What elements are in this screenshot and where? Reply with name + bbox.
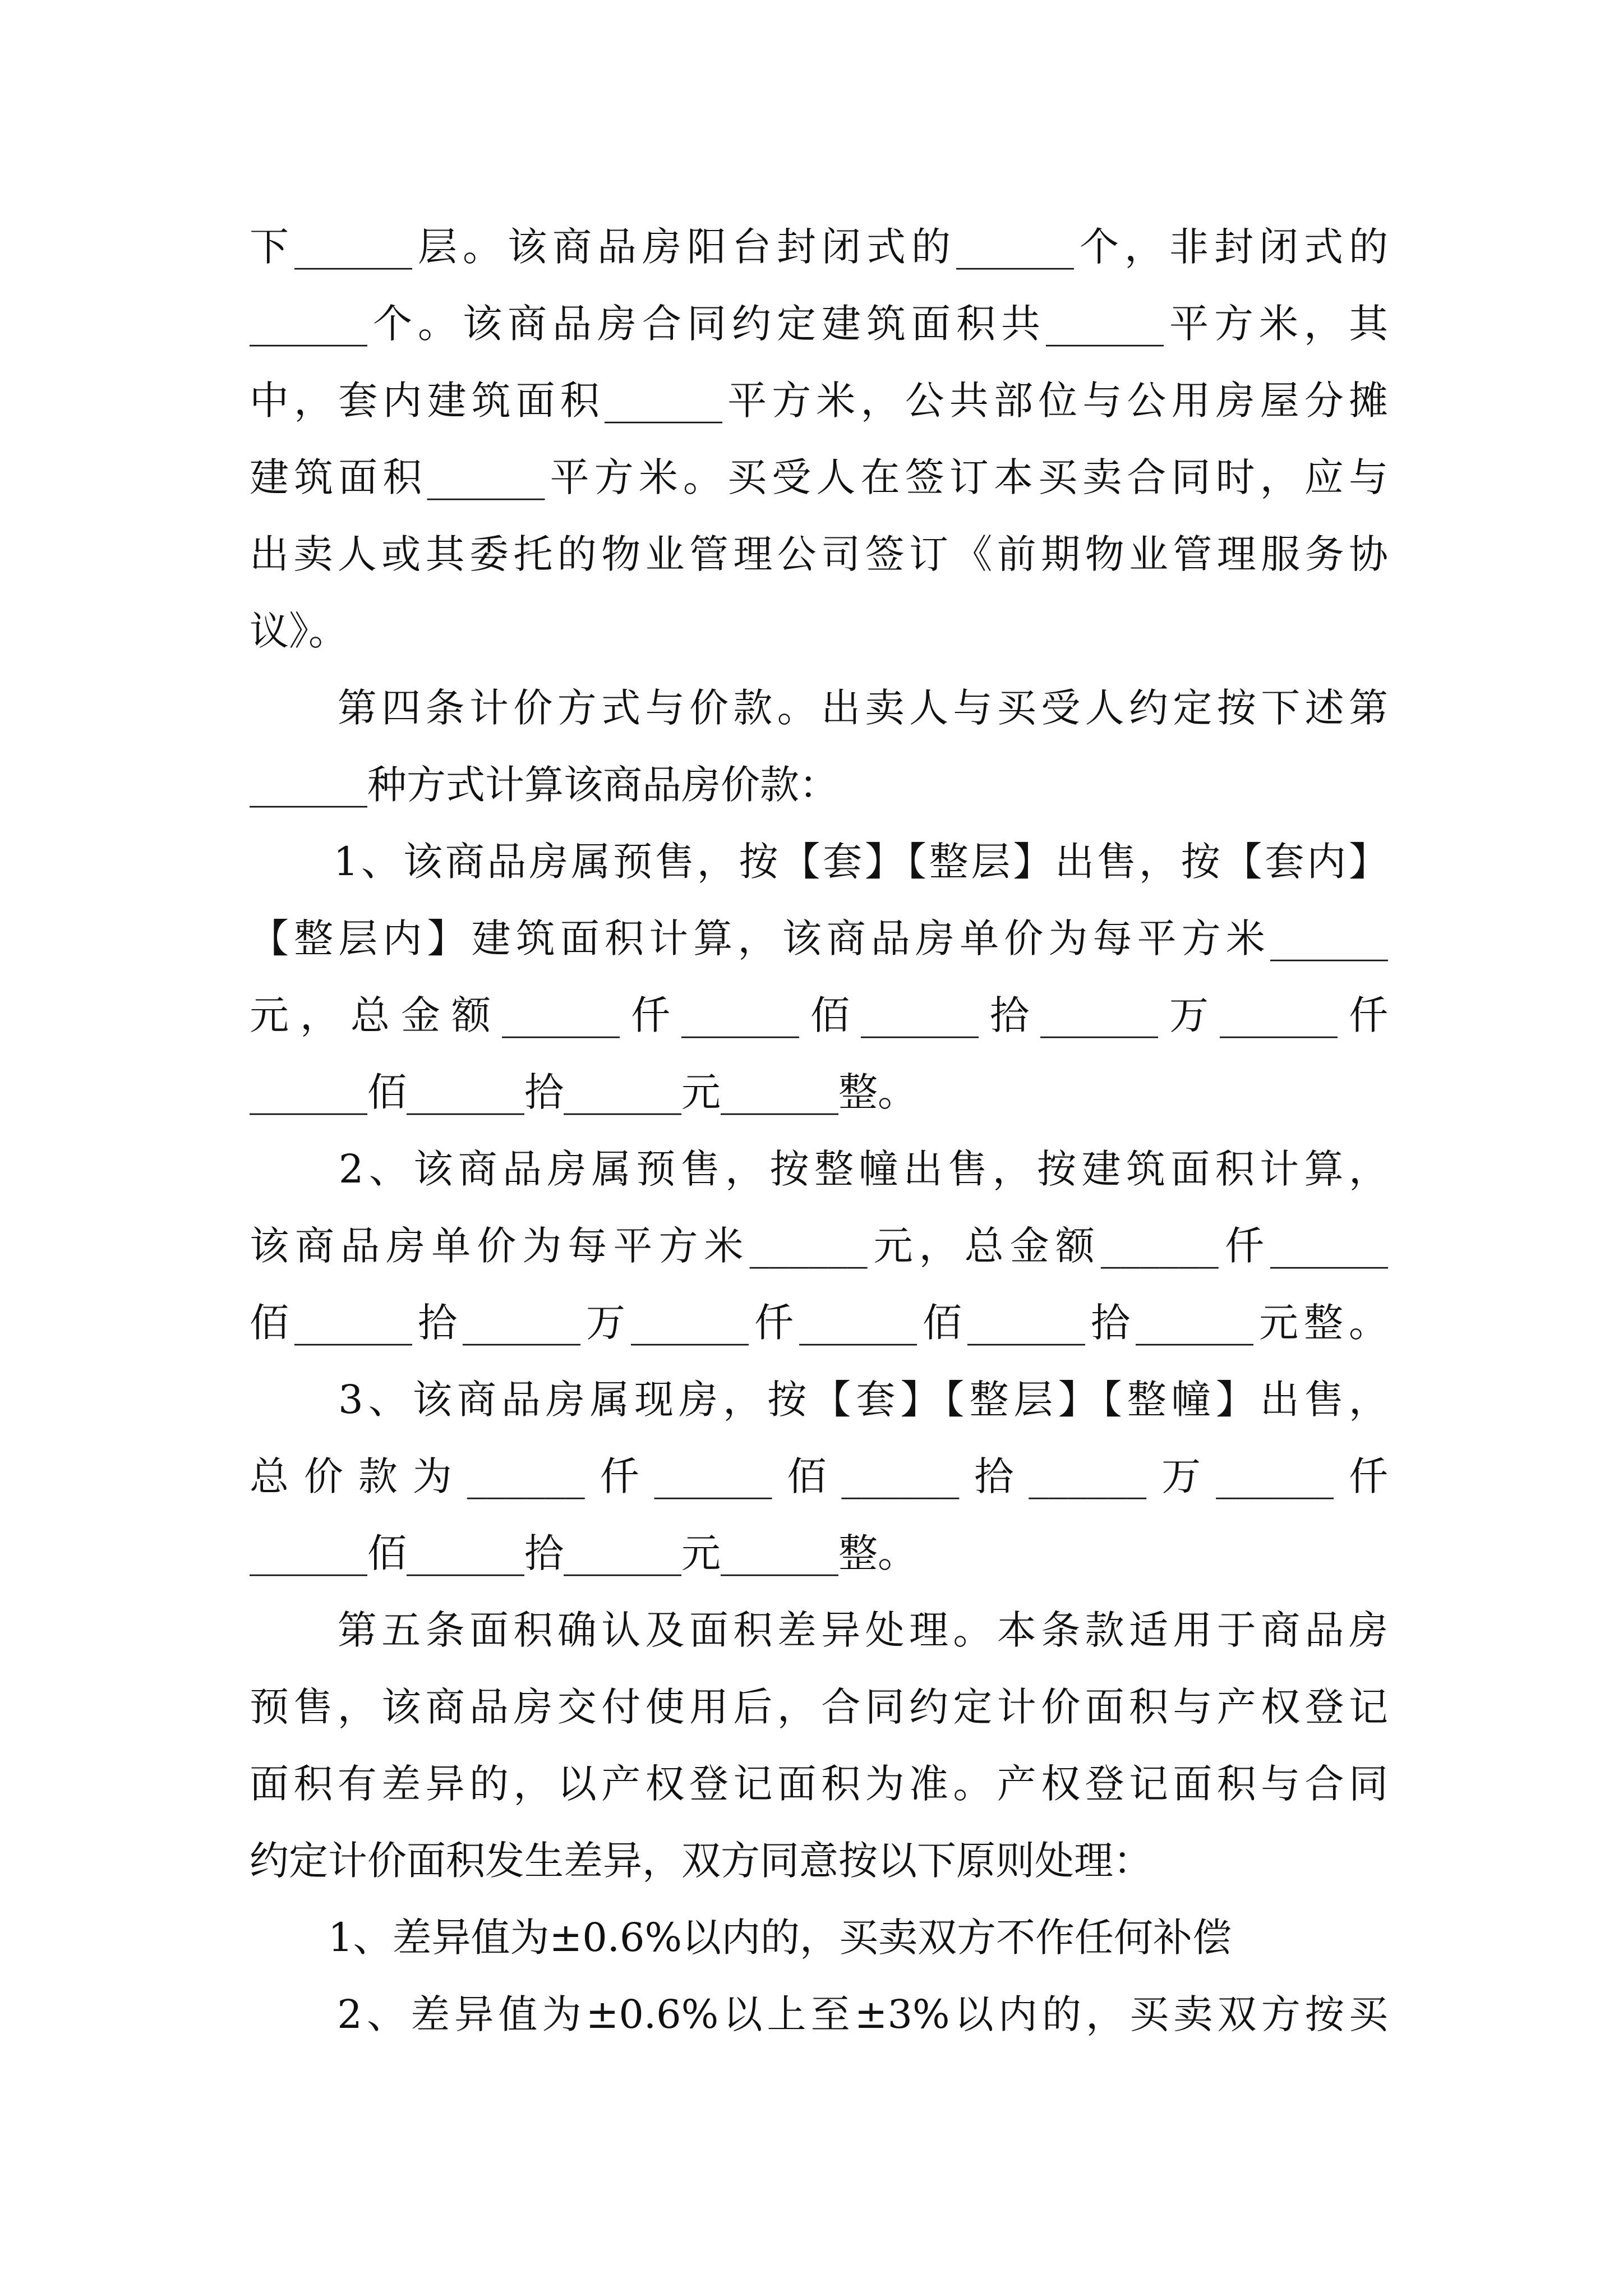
- text-line: 建筑面积______平方米。买受人在签订本买卖合同时，应与: [250, 454, 1388, 500]
- text-line: 佰______拾______万______仟______佰______拾______元整。: [250, 1300, 1388, 1346]
- text-line: 面积有差异的，以产权登记面积为准。产权登记面积与合同: [250, 1761, 1388, 1807]
- text-line: 1、该商品房属预售，按【套】【整层】出售，按【套内】: [250, 839, 1388, 885]
- text-line: 2、该商品房属预售，按整幢出售，按建筑面积计算，: [250, 1146, 1388, 1192]
- text-line: 议》。: [250, 608, 348, 654]
- text-line: ______种方式计算该商品房价款：: [250, 762, 838, 808]
- text-line: 下______层。该商品房阳台封闭式的______个，非封闭式的: [250, 224, 1388, 270]
- text-line: 【整层内】建筑面积计算，该商品房单价为每平方米______: [250, 915, 1388, 961]
- text-line: 预售，该商品房交付使用后，合同约定计价面积与产权登记: [250, 1684, 1388, 1730]
- text-line: 中，套内建筑面积______平方米，公共部位与公用房屋分摊: [250, 378, 1388, 424]
- text-line: 约定计价面积发生差异，双方同意按以下原则处理：: [250, 1838, 1152, 1884]
- text-line: 2、差异值为±0.6%以上至±3%以内的，买卖双方按买: [250, 1991, 1388, 2037]
- text-line: 3、该商品房属现房，按【套】【整层】【整幢】出售，: [250, 1377, 1388, 1423]
- text-line: ______佰______拾______元______整。: [250, 1069, 917, 1115]
- text-line: 出卖人或其委托的物业管理公司签订《前期物业管理服务协: [250, 531, 1388, 577]
- text-line: 该商品房单价为每平方米______元，总金额______仟______: [250, 1223, 1388, 1269]
- text-line: 元，总金额______仟______佰______拾______万______仟: [250, 992, 1388, 1038]
- text-line: ______佰______拾______元______整。: [250, 1530, 917, 1576]
- text-line: 1、差异值为±0.6%以内的，买卖双方不作任何补偿: [250, 1915, 1232, 1961]
- text-line: ______个。该商品房合同约定建筑面积共______平方米，其: [250, 301, 1388, 347]
- text-line: 第四条计价方式与价款。出卖人与买受人约定按下述第: [250, 685, 1388, 731]
- text-line: 总价款为______仟______佰______拾______万______仟: [250, 1453, 1388, 1499]
- document-body: [250, 209, 1388, 2053]
- text-line: 第五条面积确认及面积差异处理。本条款适用于商品房: [250, 1607, 1388, 1653]
